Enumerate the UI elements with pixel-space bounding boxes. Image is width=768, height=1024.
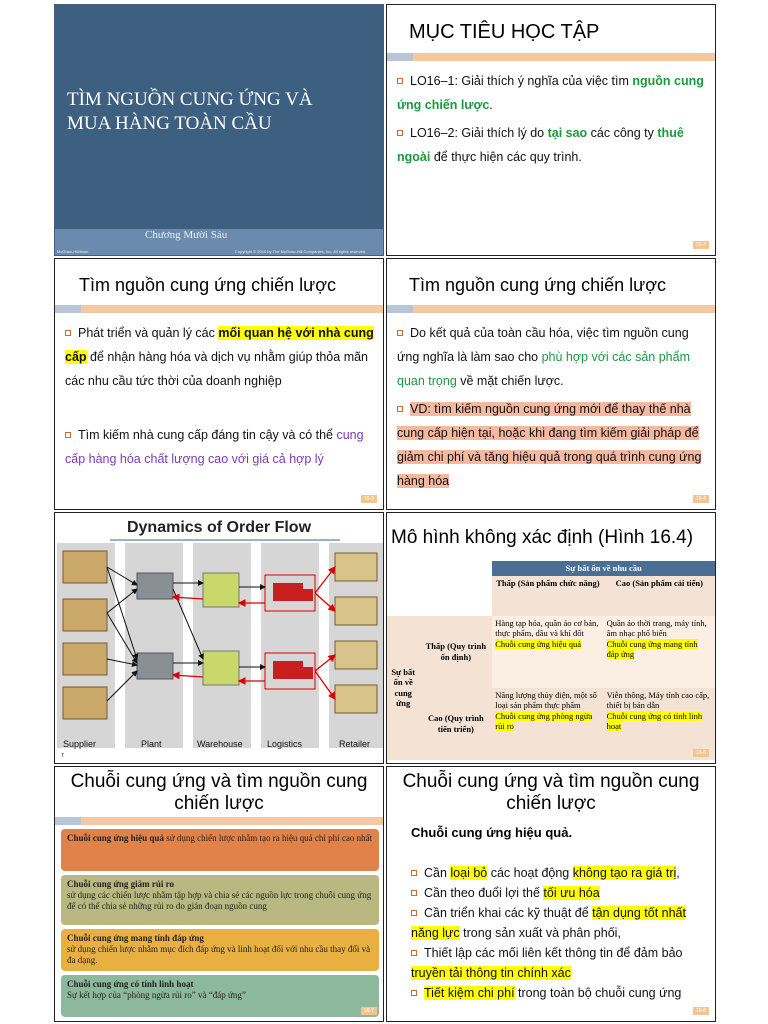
divider-bar bbox=[387, 53, 715, 61]
row-low-header: Thấp (Quy trình ổn định) bbox=[419, 616, 492, 688]
box-agile: Chuỗi cung ứng có tính linh hoạt Sự kết hợp của “phòng ngừa rủi ro” và “đáp ứng” bbox=[61, 975, 379, 1017]
label-warehouse: Warehouse bbox=[197, 739, 243, 749]
supplier-icon bbox=[63, 551, 107, 719]
chapter-label: Chương Mười Sáu bbox=[145, 229, 228, 241]
bullet-item: Phát triển và quản lý các mối quan hệ với nhà cung cấp để nhận hàng hóa và dịch vụ nhằm giúp thỏa mãn các nhu cầu tức thời của doanh nghiệp bbox=[65, 326, 374, 388]
label-plant: Plant bbox=[141, 739, 162, 749]
page-number: 7 bbox=[61, 753, 64, 759]
box-efficient: Chuỗi cung ứng hiệu quả sử dụng chiến lược nhằm tạo ra hiệu quả chi phí cao nhất bbox=[61, 829, 379, 871]
slide-heading: Tìm nguồn cung ứng chiến lược bbox=[409, 275, 667, 295]
page-number: 16-2 bbox=[693, 241, 709, 249]
truck-icon bbox=[265, 575, 315, 689]
plant-icon bbox=[137, 573, 173, 679]
uncertainty-table bbox=[387, 561, 715, 760]
page-number: 16-3 bbox=[361, 495, 377, 503]
slide-order-flow bbox=[54, 512, 384, 764]
bullet-icon bbox=[411, 910, 417, 916]
slide-heading: Tìm nguồn cung ứng chiến lược bbox=[79, 275, 337, 295]
label-retailer: Retailer bbox=[339, 739, 371, 749]
cell-agile: Viễn thông, Máy tính cao cấp, thiết bị bán dẫn Chuỗi cung ứng có tính linh hoạt bbox=[604, 688, 715, 760]
slide-uncertainty-model bbox=[386, 512, 716, 764]
bullet-icon bbox=[397, 330, 403, 336]
box-responsive: Chuỗi cung ứng mang tính đáp ứng sử dụng chiến lược nhằm mục đích đáp ứng và linh hoạt đối với nhu cầu thay đổi và đa dạng. bbox=[61, 929, 379, 971]
bullet-item: Cần theo đuổi lợi thế tối ưu hóa bbox=[411, 883, 711, 903]
bullet-icon bbox=[397, 78, 403, 84]
col-low-header: Thấp (Sản phẩm chức năng) bbox=[492, 576, 603, 616]
slide-subtitle: Chuỗi cung ứng hiệu quả. bbox=[411, 825, 573, 840]
page-number: 16-8 bbox=[693, 1007, 709, 1015]
bullet-icon bbox=[411, 950, 417, 956]
slide-heading: Mô hình không xác định (Hình 16.4) bbox=[391, 527, 694, 548]
slide-title bbox=[54, 4, 384, 256]
bullet-item: LO16–1: Giải thích ý nghĩa của việc tìm nguồn cung ứng chiến lược. bbox=[397, 74, 704, 112]
stage-labels bbox=[55, 735, 383, 751]
divider-bar bbox=[387, 305, 715, 313]
slide-heading: MỤC TIÊU HỌC TẬP bbox=[409, 21, 600, 43]
bullet-item: Do kết quả của toàn cầu hóa, việc tìm nguồn cung ứng nghĩa là làm sao cho phù hợp với các sản phẩm quan trọng về mặt chiến lược. bbox=[397, 326, 690, 388]
divider-bar bbox=[55, 305, 383, 313]
page-number: 16-7 bbox=[361, 1007, 377, 1015]
bullet-item: Thiết lập các mối liên kết thông tin để đảm bảo truyền tải thông tin chính xác bbox=[411, 946, 683, 980]
supply-header: Sự bất ổn về cung ứng bbox=[387, 616, 419, 760]
demand-header: Sự bất ổn về nhu cầu bbox=[492, 561, 715, 576]
slide-title-text bbox=[67, 88, 313, 136]
slide-sourcing-1 bbox=[54, 258, 384, 510]
bullet-item: Tìm kiếm nhà cung cấp đáng tin cậy và có thể cung cấp hàng hóa chất lượng cao với giá cả hợp lý bbox=[65, 428, 364, 466]
bullet-item: VD: tìm kiếm nguồn cung ứng mới để thay thế nhà cung cấp hiện tại, hoặc khi đang tìm kiếm giải pháp để giảm chi phí và tăng hiệu quả trong quá trình cung ứng hàng hóa bbox=[397, 402, 702, 488]
col-high-header: Cao (Sản phẩm cải tiến) bbox=[604, 576, 715, 616]
bullet-item: Cần triển khai các kỹ thuật để tận dụng tốt nhất năng lực trong sản xuất và phân phối, bbox=[411, 906, 686, 940]
slide-sourcing-2 bbox=[386, 258, 716, 510]
row-high-header: Cao (Quy trình tiến triển) bbox=[419, 688, 492, 760]
title-line: MUA HÀNG TOÀN CẦU bbox=[67, 113, 272, 134]
bullet-list bbox=[411, 863, 711, 1003]
slide-heading: Chuỗi cung ứng và tìm nguồn cung chiến lược bbox=[402, 771, 700, 814]
bullet-icon bbox=[65, 432, 71, 438]
bullet-icon bbox=[65, 330, 71, 336]
warehouse-icon bbox=[203, 573, 239, 685]
retailer-icon bbox=[335, 553, 377, 713]
page-number: 16-6 bbox=[693, 749, 709, 757]
cell-efficient: Hàng tạp hóa, quần áo cơ bản, thực phẩm, dầu và khí đốt Chuỗi cung ứng hiệu quả bbox=[492, 616, 603, 688]
slide-objectives bbox=[386, 4, 716, 256]
box-risk-hedging: Chuỗi cung ứng giảm rủi ro sử dụng các chiến lược nhằm tập hợp và chia sẻ các nguồn lực trong chuỗi cung ứng để có thể chia sẻ những rủi ro do gián đoạn nguồn cung bbox=[61, 875, 379, 925]
bullet-icon bbox=[411, 870, 417, 876]
publisher-label: McGraw-Hill/Irwin bbox=[57, 249, 89, 254]
divider-bar bbox=[55, 817, 383, 825]
bullet-item: Tiết kiệm chi phí trong toàn bộ chuỗi cung ứng bbox=[411, 983, 711, 1003]
bullet-icon bbox=[397, 130, 403, 136]
diagram-title: Dynamics of Order Flow bbox=[126, 519, 312, 536]
copyright-label: Copyright © 2010 by The McGraw-Hill Companies, Inc. All rights reserved. bbox=[235, 249, 367, 254]
cell-responsive: Quần áo thời trang, máy tính, âm nhạc phổ biến Chuỗi cung ứng mang tính đáp ứng bbox=[604, 616, 715, 688]
bullet-item: Cần loại bỏ các hoạt động không tạo ra giá trị, bbox=[411, 863, 711, 883]
cell-risk-hedging: Năng lượng thủy điện, một số loại sản phẩm thực phẩm Chuỗi cung ứng phòng ngừa rủi ro bbox=[492, 688, 603, 760]
slide-efficient-chain bbox=[386, 766, 716, 1022]
title-line: TÌM NGUỒN CUNG ỨNG VÀ bbox=[67, 89, 313, 110]
order-flow-svg bbox=[55, 513, 384, 764]
bullet-icon bbox=[411, 990, 417, 996]
bullet-icon bbox=[397, 406, 403, 412]
slide-supply-chain-types bbox=[54, 766, 384, 1022]
page-number: 16-4 bbox=[693, 495, 709, 503]
bullet-item: LO16–2: Giải thích lý do tại sao các công ty thuê ngoài để thực hiện các quy trình. bbox=[397, 126, 684, 164]
bullet-icon bbox=[411, 890, 417, 896]
label-supplier: Supplier bbox=[63, 739, 97, 749]
slide-heading: Chuỗi cung ứng và tìm nguồn cung chiến lược bbox=[70, 771, 368, 814]
label-logistics: Logistics bbox=[267, 739, 303, 749]
